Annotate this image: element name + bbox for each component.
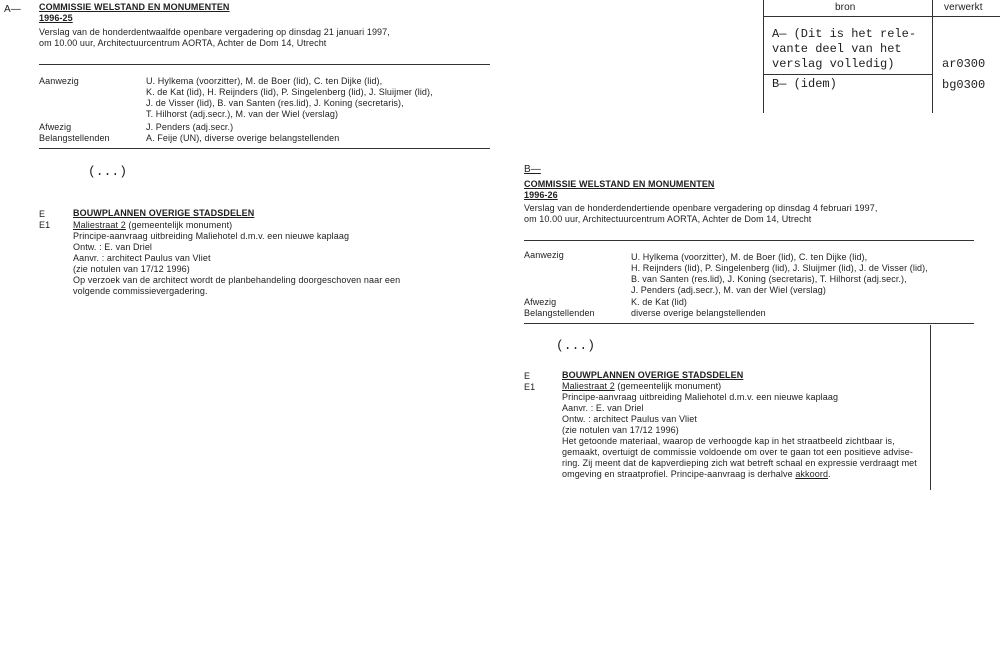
doc-marker-a: A— (4, 4, 21, 15)
item-code: E1 (39, 220, 51, 230)
column-header-bron: bron (835, 2, 856, 13)
item-body (73, 231, 400, 297)
label-afwezig: Afwezig (524, 297, 557, 307)
item-line: gemaakt, overtuigt de commissie voldoende om over te gaan tot een positieve advise- (562, 447, 913, 457)
item-address-street: Maliestraat 2 (73, 220, 126, 230)
interested-parties: diverse overige belangstellenden (631, 308, 766, 318)
item-line: Ontw. : E. van Driel (73, 242, 153, 252)
decision-period: . (828, 469, 831, 479)
item-address-street: Maliestraat 2 (562, 381, 615, 391)
attendees-line: H. Reijnders (lid), P. Singelenberg (lid), J. Sluijmer (lid), J. de Visser (lid), (631, 263, 928, 273)
verwerkt-code-a: ar0300 (942, 57, 986, 71)
doc-intro (39, 27, 390, 49)
attendees-line: J. Penders (adj.secr.), M. van der Wiel (verslag) (631, 285, 826, 295)
label-belangstellenden: Belangstellenden (39, 133, 110, 143)
verwerkt-code-b: bg0300 (942, 78, 986, 92)
absentees: J. Penders (adj.secr.) (146, 122, 234, 132)
intro-line: Verslag van de honderdentwaalfde openbare vergadering op dinsdag 21 januari 1997, (39, 27, 390, 37)
attendees-line: T. Hilhorst (adj.secr.), M. van der Wiel (verslag) (146, 109, 339, 119)
doc-number: 1996-26 (524, 190, 558, 200)
intro-line: om 10.00 uur, Architectuurcentrum AORTA, Achter de Dom 14, Utrecht (39, 38, 327, 48)
item-code: E1 (524, 382, 536, 392)
item-line: Het getoonde materiaal, waarop de verhoogde kap in het straatbeeld zichtbaar is, (562, 436, 895, 446)
item-line: Ontw. : architect Paulus van Vliet (562, 414, 697, 424)
doc-title: COMMISSIE WELSTAND EN MONUMENTEN (39, 2, 230, 12)
margin-note-line: A— (Dit is het rele- (772, 27, 917, 41)
item-line: volgende commissievergadering. (73, 286, 208, 296)
section-title: BOUWPLANNEN OVERIGE STADSDELEN (73, 208, 255, 218)
section-title: BOUWPLANNEN OVERIGE STADSDELEN (562, 370, 744, 380)
label-belangstellenden: Belangstellenden (524, 308, 595, 318)
item-line: (zie notulen van 17/12 1996) (73, 264, 190, 274)
item-line: Aanvr. : E. van Driel (562, 403, 644, 413)
decision-akkoord: akkoord (795, 469, 829, 479)
ellipsis-marker: (...) (88, 164, 128, 179)
doc-marker-b: B— (524, 164, 541, 175)
item-address (73, 220, 232, 231)
item-line: Op verzoek van de architect wordt de planbehandeling doorgeschoven naar een (73, 275, 401, 285)
label-aanwezig: Aanwezig (39, 76, 79, 86)
item-address-note: (gemeentelijk monument) (614, 381, 722, 391)
absentees: K. de Kat (lid) (631, 297, 688, 307)
item-line-final (562, 469, 917, 480)
item-address-note: (gemeentelijk monument) (125, 220, 233, 230)
doc-intro (524, 203, 877, 225)
item-line: ring. Zij meent dat de kapverdieping zich wat betreft schaal en expressie verdraagt met (562, 458, 917, 468)
attendees-line: B. van Santen (res.lid), J. Koning (secretaris), T. Hilhorst (adj.secr.), (631, 274, 907, 284)
attendees-line: U. Hylkema (voorzitter), M. de Boer (lid), C. ten Dijke (lid), (631, 252, 868, 262)
item-address (562, 381, 721, 392)
label-aanwezig: Aanwezig (524, 250, 564, 260)
margin-note-line: vante deel van het (772, 42, 902, 56)
attendees-line: K. de Kat (lid), H. Reijnders (lid), P. Singelenberg (lid), J. Sluijmer (lid), (146, 87, 433, 97)
item-line: Principe-aanvraag uitbreiding Maliehotel d.m.v. een nieuwe kaplaag (73, 231, 350, 241)
attendees-line: U. Hylkema (voorzitter), M. de Boer (lid), C. ten Dijke (lid), (146, 76, 383, 86)
doc-title: COMMISSIE WELSTAND EN MONUMENTEN (524, 179, 715, 189)
intro-line: Verslag van de honderdendertiende openbare vergadering op dinsdag 4 februari 1997, (524, 203, 878, 213)
doc-number: 1996-25 (39, 13, 73, 23)
item-line: (zie notulen van 17/12 1996) (562, 425, 679, 435)
column-header-verwerkt: verwerkt (944, 2, 983, 13)
section-code: E (524, 371, 531, 381)
intro-line: om 10.00 uur, Architectuurcentrum AORTA, Achter de Dom 14, Utrecht (524, 214, 812, 224)
margin-note-b: B— (idem) (772, 77, 837, 91)
interested-parties: A. Feije (UN), diverse overige belangstellenden (146, 133, 340, 143)
attendees-list (631, 252, 928, 296)
item-line: Aanvr. : architect Paulus van Vliet (73, 253, 211, 263)
attendees-line: J. de Visser (lid), B. van Santen (res.lid), J. Koning (secretaris), (146, 98, 404, 108)
item-body (562, 392, 917, 480)
ellipsis-marker: (...) (556, 338, 596, 353)
item-line: Principe-aanvraag uitbreiding Maliehotel d.m.v. een nieuwe kaplaag (562, 392, 839, 402)
margin-note-line: verslag volledig) (772, 57, 895, 71)
margin-note-a (772, 27, 916, 72)
item-line: omgeving en straatprofiel. Principe-aanvraag is derhalve (562, 469, 796, 479)
section-code: E (39, 209, 46, 219)
label-afwezig: Afwezig (39, 122, 72, 132)
attendees-list (146, 76, 433, 120)
